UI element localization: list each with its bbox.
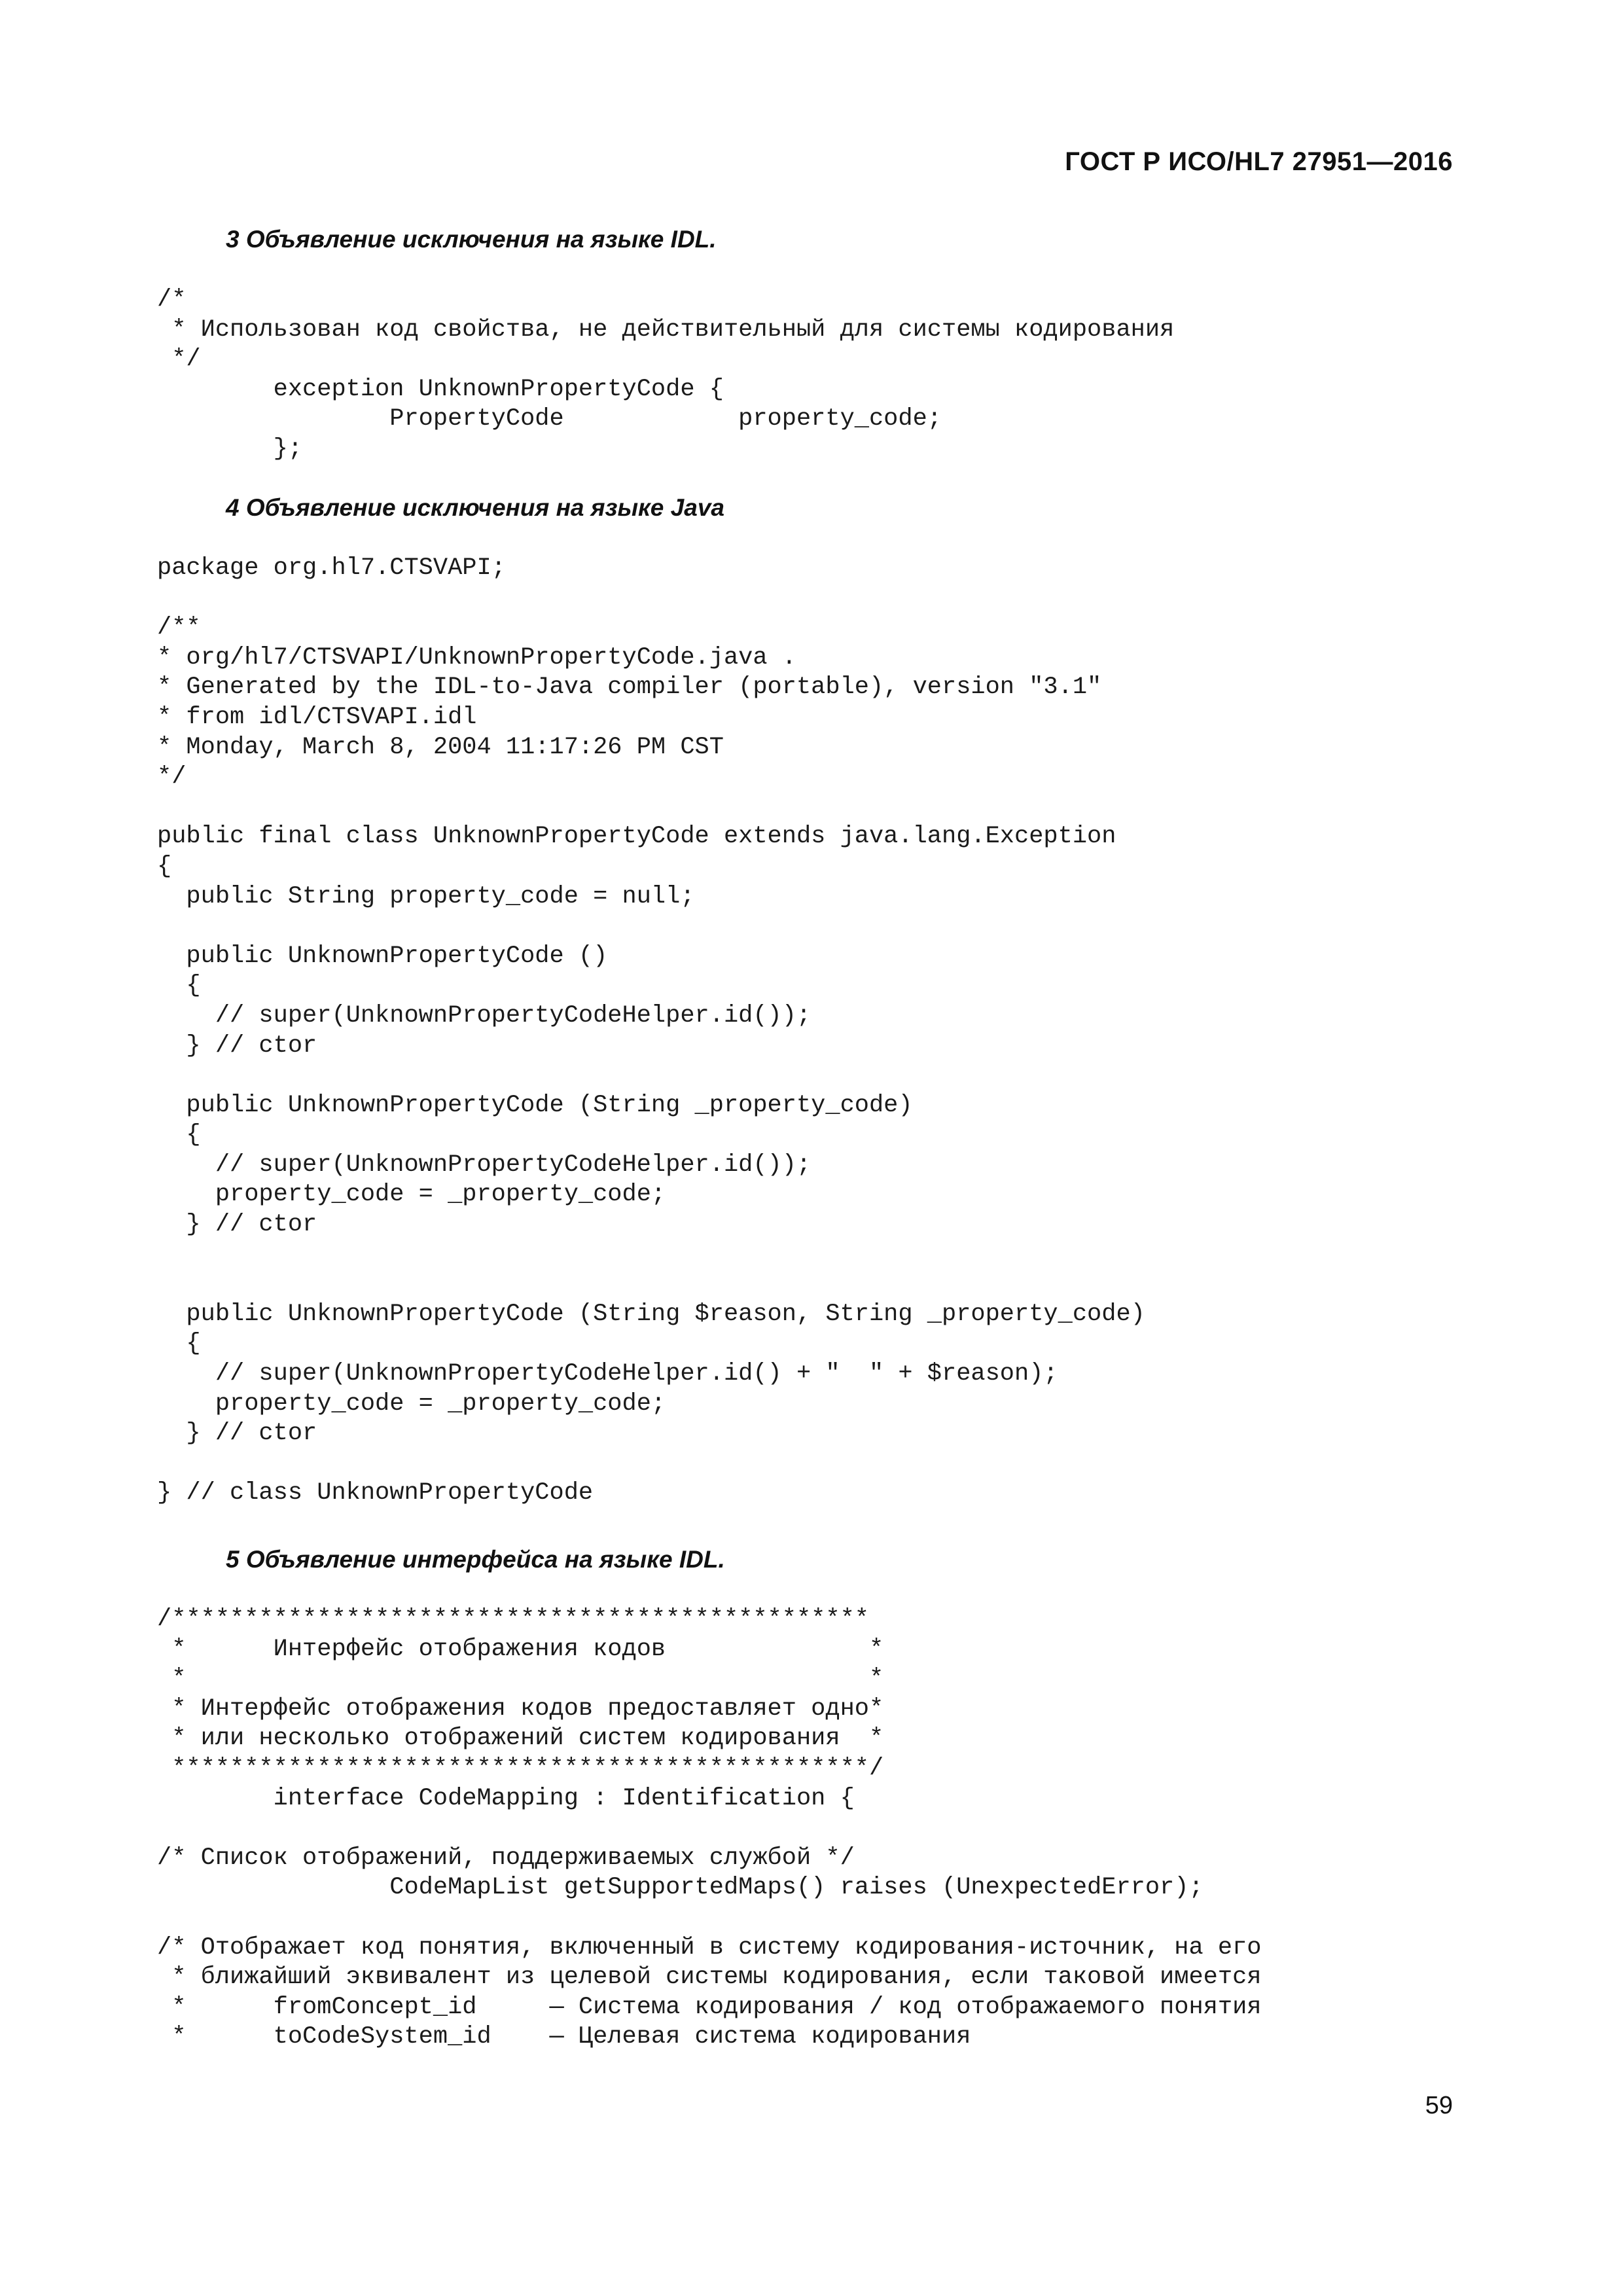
code-line: * Generated by the IDL-to-Java compiler (portable), version "3.1" — [157, 673, 1102, 702]
code-line: * toCodeSystem_id — Целевая система кодирования — [157, 2023, 971, 2051]
code-line — [157, 1270, 1145, 1300]
code-line: property_code = _property_code; — [157, 1390, 666, 1418]
section-3-heading: 3 Объявление исключения на языке IDL. — [226, 226, 717, 253]
code-line: * Monday, March 8, 2004 11:17:26 PM CST — [157, 733, 724, 761]
code-line: property_code = _property_code; — [157, 1181, 666, 1209]
code-line: ************************************************/ — [157, 1754, 884, 1782]
code-line: /* Отображает код понятия, включенный в систему кодирования-источник, на его — [157, 1933, 1262, 1962]
code-line: { — [157, 1121, 201, 1149]
code-line — [157, 1903, 1261, 1933]
code-line: interface CodeMapping : Identification { — [157, 1784, 855, 1812]
document-standard-header: ГОСТ Р ИСО/HL7 27951—2016 — [1065, 147, 1453, 176]
code-line — [157, 793, 1145, 823]
code-line: public UnknownPropertyCode (String _property_code) — [157, 1091, 913, 1119]
code-line — [157, 1449, 1145, 1479]
code-line: * ближайший эквивалент из целевой системы кодирования, если таковой имеется — [157, 1964, 1262, 1992]
code-line: /** — [157, 614, 201, 642]
code-line: * Интерфейс отображения кодов предоставляет одно* — [157, 1695, 884, 1723]
code-line: * Интерфейс отображения кодов * — [157, 1635, 884, 1663]
code-line: * from idl/CTSVAPI.idl — [157, 703, 477, 731]
code-line: }; — [157, 435, 303, 463]
code-line: public final class UnknownPropertyCode extends java.lang.Exception — [157, 823, 1116, 851]
code-line: public String property_code = null; — [157, 882, 695, 910]
code-line: } // ctor — [157, 1211, 317, 1239]
code-line: CodeMapList getSupportedMaps() raises (UnexpectedError); — [157, 1874, 1204, 1902]
code-line: /* Список отображений, поддерживаемых службой */ — [157, 1844, 855, 1872]
code-line: // super(UnknownPropertyCodeHelper.id() + " " + $reason); — [157, 1360, 1058, 1388]
code-line: * Использован код свойства, не действительный для системы кодирования — [157, 315, 1175, 344]
section-4-heading: 4 Объявление исключения на языке Java — [226, 494, 724, 521]
code-line — [157, 1240, 1145, 1270]
code-line: */ — [157, 763, 187, 791]
section-5-heading: 5 Объявление интерфейса на языке IDL. — [226, 1546, 725, 1573]
code-line: } // ctor — [157, 1031, 317, 1060]
code-line — [157, 912, 1145, 942]
code-line: public UnknownPropertyCode () — [157, 942, 608, 970]
code-line: * fromConcept_id — Система кодирования / код отображаемого понятия — [157, 1993, 1262, 2021]
code-line: // super(UnknownPropertyCodeHelper.id()); — [157, 1001, 812, 1030]
code-line: public UnknownPropertyCode (String $reason, String _property_code) — [157, 1300, 1145, 1328]
code-line: // super(UnknownPropertyCodeHelper.id()); — [157, 1151, 812, 1179]
java-exception-code-block — [157, 554, 1145, 1509]
code-line: * * — [157, 1665, 884, 1693]
idl-exception-code-block — [157, 285, 1174, 465]
code-line: { — [157, 1330, 201, 1358]
code-line: } // class UnknownPropertyCode — [157, 1479, 594, 1507]
code-line: } // ctor — [157, 1420, 317, 1448]
code-line: * org/hl7/CTSVAPI/UnknownPropertyCode.java . — [157, 643, 796, 672]
code-line: { — [157, 852, 172, 880]
code-line: exception UnknownPropertyCode { — [157, 375, 724, 403]
code-line: PropertyCode property_code; — [157, 405, 942, 433]
code-line — [157, 584, 1145, 614]
page-number: 59 — [1425, 2092, 1453, 2119]
code-line: /* — [157, 286, 187, 314]
code-line: package org.hl7.CTSVAPI; — [157, 554, 506, 582]
code-line: * или несколько отображений систем кодирования * — [157, 1725, 884, 1753]
code-line: /************************************************ — [157, 1605, 869, 1633]
code-line: { — [157, 972, 201, 1000]
code-line — [157, 1814, 1261, 1844]
code-line: */ — [157, 346, 201, 374]
code-line — [157, 1061, 1145, 1091]
idl-interface-code-block — [157, 1605, 1261, 2053]
